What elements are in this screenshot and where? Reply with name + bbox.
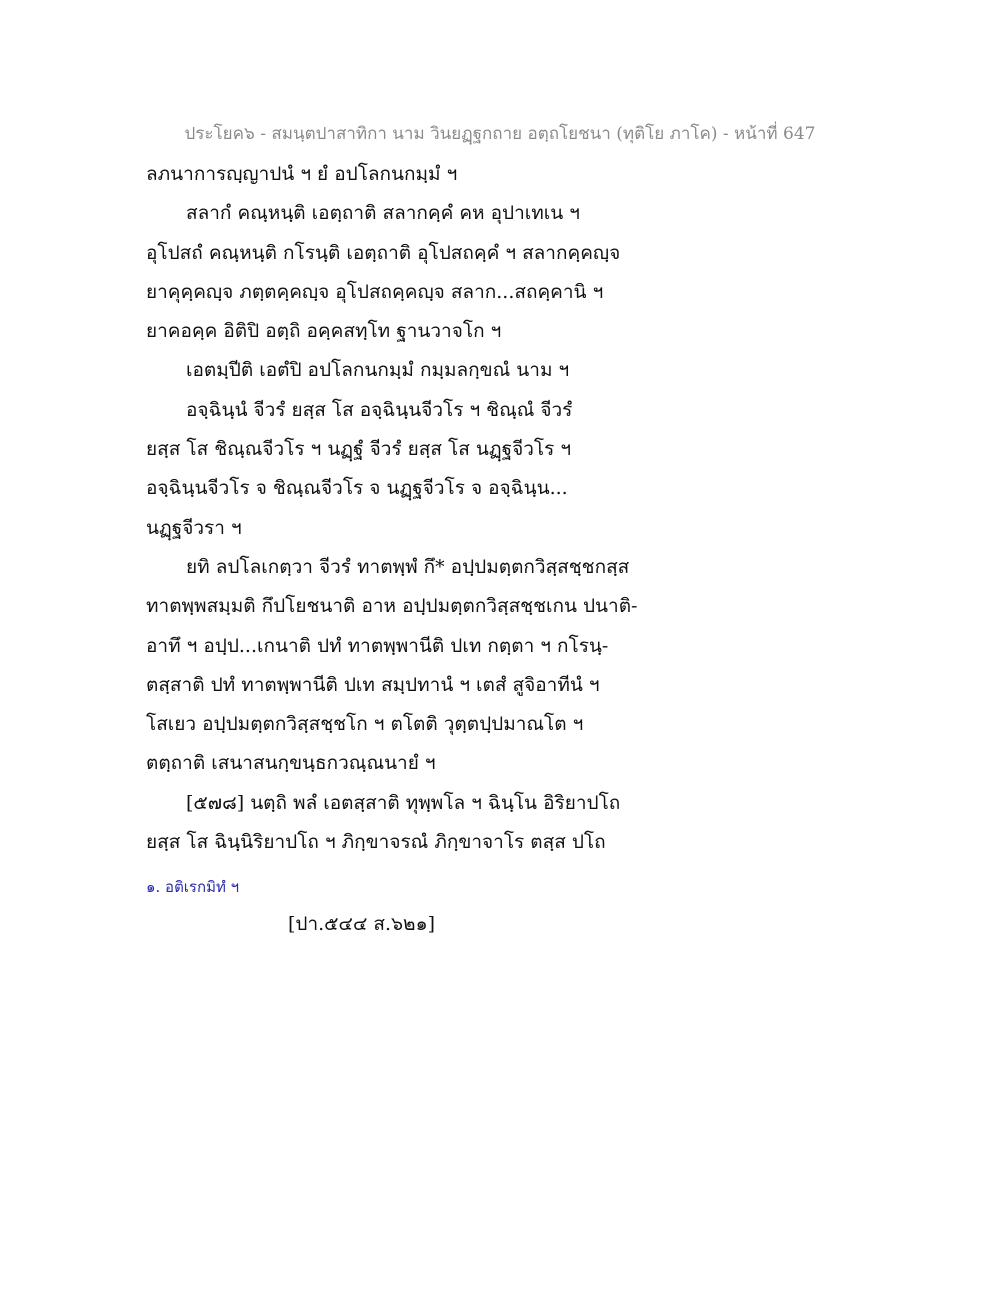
text-line: ยาคอคฺค อิติปิ อตฺถิ อคฺคสทฺโท ฐานวาจโก ฯ [146,320,502,343]
page-reference: [ปา.๕๔๔ ส.๖๒๑] [288,913,436,935]
footnote: ๑. อติเรกมิทํ ฯ [146,878,240,896]
text-line: นฏฺฐจีวรา ฯ [146,516,242,539]
text-line: ยสฺส โส ฉินฺนิริยาปโถ ฯ ภิกฺขาจรณํ ภิกฺขาจาโร ตสฺส ปโถ [146,831,606,854]
text-line: เอตมฺปีติ เอตํปิ อปโลกนกมฺมํ กมฺมลกฺขณํ นาม ฯ [186,359,570,382]
text-line: ยสฺส โส ชิณฺณจีวโร ฯ นฏฺฐํ จีวรํ ยสฺส โส นฏฺฐจีวโร ฯ [146,438,571,461]
text-line: อาทึ ฯ อปฺป...เกนาติ ปทํ ทาตพฺพานีติ ปเท กตฺตา ฯ กโรนฺ- [146,634,609,657]
text-line: อุโปสถํ คณฺหนฺติ กโรนฺติ เอตฺถาติ อุโปสถคฺคํ ฯ สลากคฺคญฺจ [146,241,621,264]
text-line: สลากํ คณฺหนฺติ เอตฺถาติ สลากคฺคํ คห อุปาเทเน ฯ [186,202,580,225]
text-line: อจฺฉินฺนํ จีวรํ ยสฺส โส อจฺฉินฺนจีวโร ฯ ชิณฺณํ จีวรํ [186,398,573,421]
body-text [146,158,906,865]
text-line: ตสฺสาติ ปทํ ทาตพฺพานีติ ปเท สมฺปทานํ ฯ เตสํ สูจิอาทีนํ ฯ [146,673,600,696]
text-line: ทาตพฺพสมฺมติ กึปโยชนาติ อาห อปฺปมตฺตกวิสฺสชฺชเกน ปนาติ- [146,595,638,618]
text-line: ยทิ ลปโลเกตฺวา จีวรํ ทาตพฺพํ กึ* อปฺปมตฺตกวิสฺสชฺชกสฺส [186,555,630,578]
text-line: ตตฺถาติ เสนาสนกฺขนฺธกวณฺณนายํ ฯ [146,752,436,775]
text-line: อจฺฉินฺนจีวโร จ ชิณฺณจีวโร จ นฏฺฐจีวโร จ อจฺฉินฺน... [146,477,568,500]
text-line: โสเยว อปฺปมตฺตกวิสฺสชฺชโก ฯ ตโตติ วุตฺตปฺปมาณโต ฯ [146,713,584,736]
text-line: ลภนาการญฺญาปนํ ฯ ยํ อปโลกนกมฺมํ ฯ [146,163,458,185]
page-header: ประโยค๖ - สมนฺตปาสาทิกา นาม วินยฏฺฐกถาย อตฺถโยชนา (ทุติโย ภาโค) - หน้าที่ 647 [184,124,816,144]
text-line: [๕๗๘] นตฺถิ พลํ เอตสฺสาติ ทุพฺพโล ฯ ฉินฺโน อิริยาปโถ [186,791,621,814]
text-line: ยาคุคฺคญฺจ ภตฺตคฺคญฺจ อุโปสถคฺคญฺจ สลาก...สถคฺคานิ ฯ [146,280,604,303]
